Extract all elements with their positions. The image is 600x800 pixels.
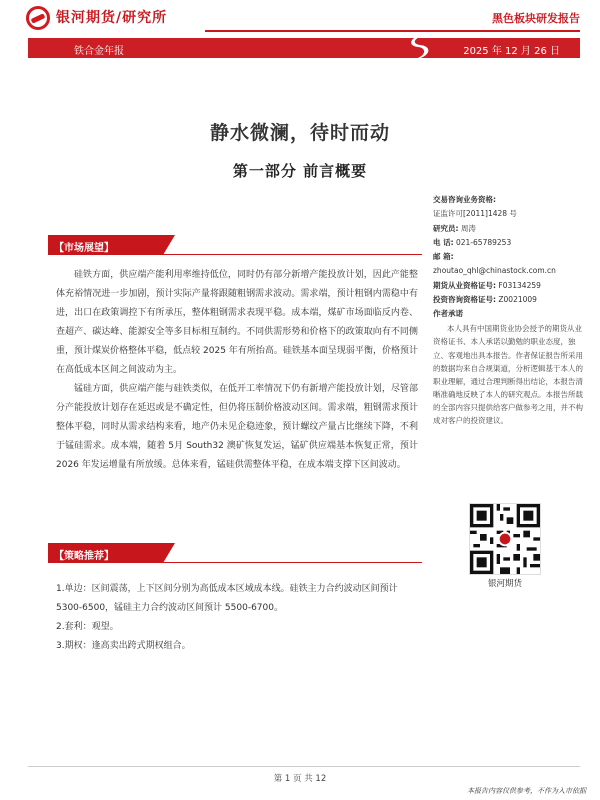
qr-caption: 银河期货 [487,579,522,589]
silicon-iron-paragraph: 硅铁方面，供应端产能利用率维持低位，同时仍有部分新增产能投放计划，因此产能整体充裕情况进一步加剧，预计实际产量将跟随粗钢需求波动。需求端，预计粗钢内需稳中有进，出口在政策调控下有所承压，整体粗钢需求表现平稳。成本端，煤矿市场面临反内卷、查超产、碳达峰、能源安全等多目标相互制约。不同供需形势和价格下的政策取向有不同侧重，预计煤炭价格整体平稳，低点较 2025 年有所抬高。硅铁基本面呈现弱平衡，价格预计在高低成本区间之间波动为主。 [56,270,418,375]
license-number: 证监许可[2011]1428 号 [433,209,517,219]
page-number: 第 1 页 共 12 [273,774,327,784]
strategy-item-options: 3.期权：逢高卖出跨式期权组合。 [56,641,191,651]
futures-certificate: 期货从业资格证号: F03134259 [433,280,541,290]
strategy-item-single: 1.单边：区间震荡，上下区间分别为高低成本区域成本线。硅铁主力合约波动区间预计 5300-6500，锰硅主力合约波动区间预计 5500-6700。 [56,584,398,613]
page-title: 静水微澜，待时而动 [209,122,390,144]
brand-logo [56,7,167,27]
consult-qualification: 交易咨询业务资格: [433,195,496,204]
page-header [0,0,600,34]
section-subtitle: 第一部分 前言概要 [232,162,368,180]
report-category: 铁合金年报 [74,46,124,57]
footer-disclaimer: 本报告内容仅供参考，不作为入市依据 [467,787,586,795]
market-outlook-body [56,266,418,475]
silicon-manganese-paragraph: 锰硅方面，供应端产能与硅铁类似，在低开工率情况下仍有新增产能投放计划，尽管部分产能投放计划存在延迟或是不确定性，但仍将压制价格波动区间。需求端，粗钢需求预计整体平稳，同时从需求结构来看，地产仍未见企稳迹象，预计螺纹产量占比继续下降，不利于锰硅需求。成本端，随着 5月 South32 澳矿恢复发运，锰矿供应端基本恢复正常，预计 2026 年发运增量有所放缓。总体来看，锰硅供需整体平稳，在成本端支撑下区间波动。 [56,384,418,470]
phone: 电 话: 021-65789253 [433,237,512,247]
report-type: 黑色板块研发报告 [492,12,580,25]
report-banner [28,38,580,58]
strategy-item-arbitrage: 2.套利：观望。 [56,622,119,632]
qr-code-icon[interactable] [469,503,541,575]
email-label: 邮 箱: [433,252,454,261]
author-promise-text: 本人具有中国期货业协会授予的期货从业资格证书、本人承诺以勤勉的职业态度，独立、客观地出具本报告。作者保证报告所采用的数据均来自合规渠道，分析逻辑基于本人的职业理解，通过合理判断得出结论，本报告清晰准确地反映了本人的研究观点。本报告所载的全部内容只提供给客户做参考之用，并不构成对客户的投资建议。 [433,324,583,426]
email-address[interactable]: zhoutao_qhl@chinastock.com.cn [433,266,556,276]
report-date: 2025 年 12 月 26 日 [463,46,560,57]
brand-subtitle: /研究所 [116,10,168,26]
footer-rule [28,766,580,767]
market-outlook-rule [48,254,422,255]
author-promise-heading: 作者承诺 [433,309,463,318]
header-divider [205,30,580,32]
invest-certificate: 投资咨询资格证号: Z0021009 [433,294,537,304]
brand-name: 银河期货 [56,10,116,26]
researcher: 研究员: 周涛 [433,223,476,233]
strategy-body [56,580,418,656]
market-outlook-heading: 【市场展望】 [48,235,163,255]
strategy-rule [48,562,422,563]
galaxy-logo-icon [26,6,50,30]
analyst-sidebar [433,193,583,427]
swoosh-decoration-icon [404,32,430,62]
strategy-heading: 【策略推荐】 [48,543,163,563]
